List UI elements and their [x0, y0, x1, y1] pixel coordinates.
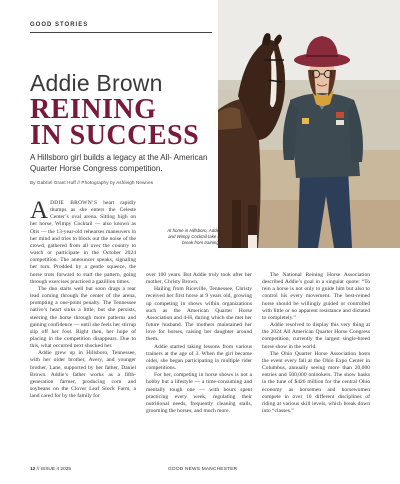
article-paragraph: Addie grew up in Hillsboro, Tennessee, with her older brother, Avery, and younger brother, Lane, supported by her father, Daniel Brown. Addie’s father works as a fifth-generation farmer, producing corn and soybeans on the Clover Leaf Stock Farm, a land cared for by the family for: [30, 350, 136, 400]
article-column-3: [262, 272, 370, 415]
article-paragraph: The Ohio Quarter Horse Association hosts the event every fall at the Ohio Expo Center in Columbus, annually seeing more than 20,000 entries and 500,000 onlookers. The show basks in the tune of $426 million for the central Ohio economy as horsemen and horsewomen compete in over 10 different disciplines of riding at various skill levels, which break down into “classes.”: [262, 350, 370, 414]
publication-name: GOOD NEWS MANCHESTER: [168, 467, 238, 472]
lead-in-smallcaps: DDIE BROWN’S: [50, 200, 98, 206]
byline: By Gabriel Grant Huff // Photography by Ashleigh Newnes: [30, 180, 154, 185]
article-subject-name: Addie Brown: [30, 70, 163, 96]
article-paragraph: [30, 197, 136, 286]
section-label: GOOD STORIES: [30, 22, 89, 28]
article-paragraph: Addie resolved to display this very thing at the 2024 All American Quarter Horse Congress competition, currently the largest single-breed horse show in the world.: [262, 322, 370, 350]
article-paragraph: For her, competing in horse shows is not a hobby but a lifestyle — a time-consuming and mentally tough one — with hours spent practicing every week, regulating their nutritional needs, frequently cleaning stalls, grooming the horses, and much more.: [146, 372, 252, 414]
issue-label: // ISSUE 4 2025: [35, 467, 72, 472]
article-deck: A Hillsboro girl builds a legacy at the All- American Quarter Horse Congress competition.: [30, 153, 208, 173]
page-footer-left: [30, 467, 71, 472]
hero-photo: [218, 0, 400, 248]
headline-line-1: REINING: [30, 94, 157, 125]
article-paragraph: The duo starts well but soon drags a rear lead coming through the center of the arena, prompting a one-point penalty. The Tennessee native’s heart sinks a little, but she persists, steering the horse through more patterns and gaining confidence — until she feels her stirrup slip off her foot. Right then, her hope of placing in the competition disappears. Due to this, what occurred next shocked her.: [30, 285, 136, 350]
section-divider: [30, 32, 212, 33]
article-column-1: [30, 197, 136, 400]
article-column-2: [146, 272, 252, 415]
article-paragraph: Hailing from Riceville, Tennessee, Christy received her first horse at 9 years old, growing up competing in shows within organizations such as the American Quarter Horse Association and 4-H, during which she met her future husband. The mothers maintained her love for horses, raising her daughter around them.: [146, 286, 252, 343]
drop-cap: A: [30, 197, 49, 224]
article-paragraph: The National Reining Horse Association described Addie’s goal in a singular quote: “To rein a horse is not only to guide him but also to control his every movement. The best-reined horse should be willingly guided or controlled with little or no apparent resistance and dictated to completely.”: [262, 272, 370, 321]
article-paragraph: over 100 years. But Addie truly took after her mother, Christy Brown.: [146, 272, 252, 286]
lead-paragraph-text: heart rapidly thumps as she enters the Celeste Center’s oval arena. Sitting high on her horse, Wimpy Cocktail — also known as Otis — the 13-year-old rehearses maneuvers in her mind and tries to block out the noise of the crowd, gathered from all over the country to watch or participate in the October 2024 competition. The announcer speaks, signaling her turn. Prodded by a gentle squeeze, the horse trots forward to start the pattern, going through exercises practiced a gazillion times.: [30, 200, 136, 285]
page-number: 12: [30, 467, 36, 472]
headline-line-2: IN SUCCESS: [30, 120, 200, 151]
photo-caption: At home in Hillsboro, Addie and Wimpy Cocktail take a break from training.: [167, 228, 220, 245]
article-paragraph: Addie started taking lessons from various trainers at the age of 3. When the girl became older, she began participating in multiple rider competitions.: [146, 343, 252, 372]
